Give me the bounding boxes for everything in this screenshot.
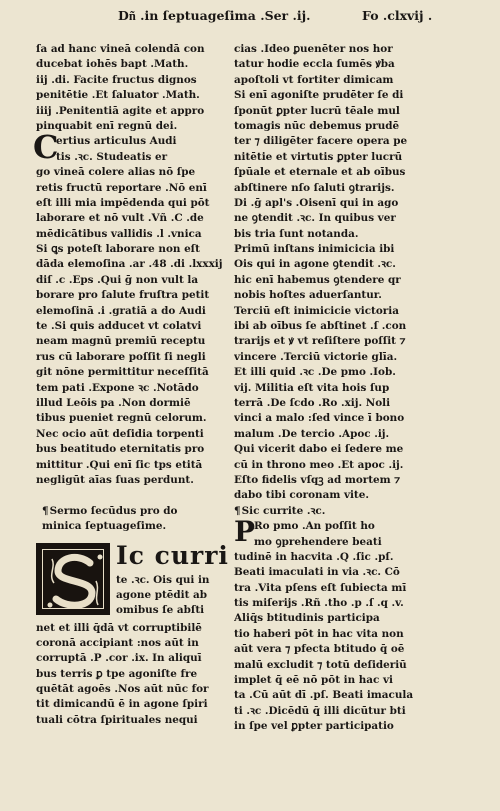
text-line: dāda elemoſina .ar .48 .di .lxxxij bbox=[36, 258, 223, 271]
text-line: te .ꝛc. Ois qui in bbox=[116, 573, 210, 586]
text-line: agone ptēdit ab bbox=[116, 588, 208, 601]
text-line: bus terris ꝑ tpe agoniſte fre bbox=[36, 667, 198, 680]
text-line: tra .Vita pſens eſt ſubiecta mī bbox=[234, 581, 407, 594]
text-line: nitētie et virtutis ꝑpter lucrū bbox=[234, 150, 403, 163]
text-line: mittitur .Qui enī ſic tps etitā bbox=[36, 458, 203, 471]
text-line: hic enī habemus ꝯtendere qr bbox=[234, 273, 401, 286]
text-line: mo ꝯprehendere beati bbox=[254, 535, 382, 548]
woodcut-initial-s bbox=[36, 543, 110, 615]
text-line: ter ⁊ diligēter facere opera pe bbox=[234, 135, 408, 148]
text-line: implet q̄ eē nō pōt in hac vi bbox=[234, 674, 393, 687]
text-line bbox=[36, 504, 228, 519]
text-line: apoſtoli vt fortiter dimicam bbox=[234, 73, 394, 86]
text-line: Di .ḡ apl's .Oisenī qui in ago bbox=[234, 196, 399, 209]
text-line: tuali cōtra ſpirituales nequi bbox=[36, 713, 198, 726]
text-line: te .Si quis adducet vt colatvi bbox=[36, 320, 202, 333]
text-line: vinci a malo :ſed vince ī bono bbox=[234, 412, 405, 425]
text-line: Aliq̄s btitudinis participa bbox=[234, 612, 380, 625]
left-column bbox=[33, 42, 229, 728]
text-line: bis tria ſunt notanda. bbox=[234, 227, 359, 240]
text-line: Beati imaculati in via .ꝛc. Cō bbox=[234, 566, 400, 579]
sermo-title-line: Sermo ſecūdus pro do bbox=[49, 504, 178, 517]
text-line: coronā accipiant :nos aūt in bbox=[36, 636, 199, 649]
text-line: pinquabit enī regnū dei. bbox=[36, 119, 178, 132]
text-line: aūt vera ⁊ pfecta btitudo q̄ oē bbox=[234, 643, 405, 656]
text-line: git nōne permittitur neceſſitā bbox=[36, 366, 209, 379]
pilcrow-icon: ¶ bbox=[42, 504, 49, 517]
text-line: diſ .c .Eps .Qui ḡ non vult la bbox=[36, 273, 199, 286]
text-line: rus cū laborare poſſit ſi negli bbox=[36, 350, 206, 363]
text-line: ti .ꝛc .Dicēdū q̄ illi dicūtur bti bbox=[234, 704, 406, 717]
text-line: tibus pueniet regnū celorum. bbox=[36, 412, 207, 425]
text-line: tis .ꝛc. Studeatis er bbox=[56, 150, 168, 163]
text-line: net et illi q̄dā vt corruptibilē bbox=[36, 621, 202, 634]
text-line: mēdicātibus vallidis .l .vnica bbox=[36, 227, 202, 240]
text-line: tatur hodie eccla ſumēs ꝟba bbox=[234, 58, 395, 71]
sermo-heading bbox=[36, 504, 228, 535]
text-line: eſt illi mia impēdenda qui pōt bbox=[36, 196, 210, 209]
text-line: Si ꝗs poteſt laborare non eſt bbox=[36, 243, 200, 256]
folio-number: Fo .clxvij . bbox=[362, 8, 433, 23]
text-line: dabo tibi coronam vite. bbox=[234, 489, 369, 502]
capital-p-initial: P bbox=[234, 515, 256, 549]
text-line: terrā .De ſcdo .Ro .xij. Noli bbox=[234, 396, 391, 409]
text-line: in ſpe vel ꝑpter participatio bbox=[234, 720, 394, 733]
text-line: vincere .Terciū victorie glīa. bbox=[234, 350, 398, 363]
text-line bbox=[234, 504, 426, 519]
text-line: Terciū eſt inimicicie victoria bbox=[234, 304, 399, 317]
text-line: Ois qui in agone ꝯtendit .ꝛc. bbox=[234, 258, 396, 271]
text-line: quētāt agoēs .Nos aūt nūc for bbox=[36, 683, 209, 696]
right-column bbox=[234, 42, 426, 735]
text-line: bus beatitudo eternitatis pro bbox=[36, 443, 205, 456]
text-line: corruptā .P .cor .ix. In aliquī bbox=[36, 652, 202, 665]
text-line: ne ꝯtendit .ꝛc. In quibus ver bbox=[234, 212, 396, 225]
text-line: Nec ocio aūt deſidia torpenti bbox=[36, 427, 204, 440]
text-line: Eſto fidelis vſqꝫ ad mortem ⁊ bbox=[234, 473, 401, 486]
text-line: iij .di. Facite fructus dignos bbox=[36, 73, 197, 86]
text-line: omibus ſe abſti bbox=[116, 603, 205, 616]
text-line: abſtinere nſo ſaluti ꝯtrarijs. bbox=[234, 181, 395, 194]
incipit-block bbox=[36, 540, 229, 639]
text-line: Primū inſtans inimicicia ibi bbox=[234, 243, 395, 256]
text-line: negligūt aīas ſuas perdunt. bbox=[36, 473, 194, 486]
text-line: tit dimicandū ē in agone ſpiri bbox=[36, 698, 208, 711]
text-line: Ro pmo .An poſſit ho bbox=[254, 520, 375, 533]
tertius-paragraph bbox=[33, 128, 228, 488]
text-line: ertius articulus Audi bbox=[56, 135, 177, 148]
pilcrow-icon: ¶ bbox=[234, 504, 241, 517]
running-header bbox=[0, 0, 500, 28]
text-line: borare pro ſalute fruſtra petit bbox=[36, 289, 210, 302]
text-line: tem pati .Expone ꝛc .Notādo bbox=[36, 381, 199, 394]
text-line: nobis hoſtes aduerſantur. bbox=[234, 289, 382, 302]
text-line: tudinē in hacvita .Q .ſic .pſ. bbox=[234, 550, 394, 563]
text-line: Et illi quid .ꝛc .De pmo .Iob. bbox=[234, 366, 396, 379]
text-line: vij. Militia eſt vita hois ſup bbox=[234, 381, 390, 394]
text-line: minica ſeptuageſime. bbox=[42, 520, 167, 533]
text-line: go vineā colere alias nō ſpe bbox=[36, 166, 196, 179]
text-line: malum .De tercio .Apoc .ij. bbox=[234, 427, 390, 440]
text-line: cias .Ideo ꝑuenēter nos hor bbox=[234, 43, 393, 55]
text-line: ta .Cū aūt dī .pſ. Beati imacula bbox=[234, 689, 414, 702]
text-line: ducebat iohēs bapt .Math. bbox=[36, 58, 189, 71]
text-line: ſa ad hanc vineā colendā con bbox=[36, 43, 205, 55]
text-line: trarijs et ꝟ vt reſiſtere poſſit ⁊ bbox=[234, 335, 406, 348]
text-line: Si enī agoniſte prudēter ſe di bbox=[234, 89, 404, 102]
text-line: iiij .Penitentiā agite et appro bbox=[36, 104, 205, 117]
text-line: tomagis nūc debemus prudē bbox=[234, 119, 400, 132]
text-line: Qui vicerit dabo ei ſedere me bbox=[234, 443, 404, 456]
text-line: elemoſinā .i .gratiā a do Audi bbox=[36, 304, 206, 317]
running-title: Dn͂ .in ſeptuageſima .Ser .ij. bbox=[118, 8, 311, 23]
text-line: neam magnū premiū receptu bbox=[36, 335, 206, 348]
text-line: ſpūale et eternale et ab oībus bbox=[234, 166, 406, 179]
text-line: penitētie .Et ſaluator .Math. bbox=[36, 89, 200, 102]
incipit-heading: Ic curri bbox=[116, 540, 229, 570]
text-line: laborare et nō vult .Vñ .C .de bbox=[36, 212, 204, 225]
text-line: tis miſerijs .Rñ .tho .p .ſ .q .v. bbox=[234, 597, 404, 610]
sic-currite-heading: Sic currite .ꝛc. bbox=[241, 504, 326, 517]
text-line: illud Leōis pa .Non dormiē bbox=[36, 396, 191, 409]
text-line: cū in throno meo .Et apoc .ij. bbox=[234, 458, 404, 471]
primo-paragraph bbox=[234, 515, 426, 734]
text-line: tio haberi pōt in hac vita non bbox=[234, 627, 404, 640]
text-line: retis fructū reportare .Nō enī bbox=[36, 181, 207, 194]
text-line: ibi ab oībus ſe abſtinet .ſ .con bbox=[234, 320, 407, 333]
text-line: malū excludit ⁊ totū deſideriū bbox=[234, 658, 407, 671]
text-line: ſponūt ꝑpter lucrū tēale mul bbox=[234, 104, 400, 117]
capital-c-initial: C bbox=[33, 128, 59, 167]
